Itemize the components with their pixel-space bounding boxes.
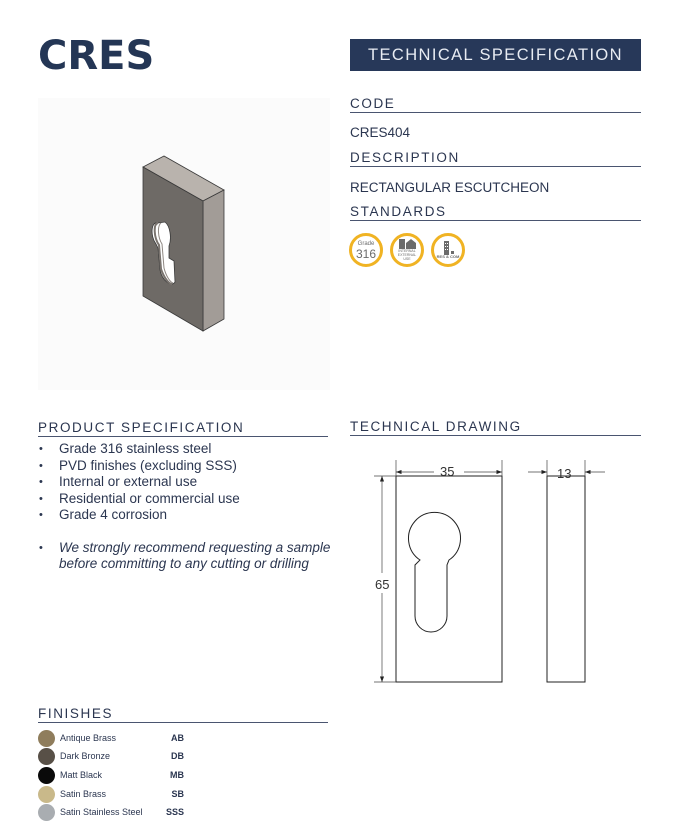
finish-row-matt-black (38, 767, 198, 785)
spec-text: PVD finishes (excluding SSS) (59, 457, 237, 473)
finish-row-satin-brass (38, 786, 198, 804)
finish-swatch (38, 786, 55, 803)
finish-name: Dark Bronze (60, 751, 111, 761)
spec-item (38, 474, 333, 491)
bullet: • (39, 443, 43, 455)
internal-external-use-icon (398, 239, 416, 249)
finish-name: Satin Stainless Steel (60, 807, 143, 817)
finish-swatch (38, 804, 55, 821)
cres-logo: CRES (38, 33, 155, 79)
spec-note-text: We strongly recommend requesting a sample before committing to any cutting or drilling (59, 539, 331, 571)
bullet: • (39, 509, 43, 521)
finish-code: SB (171, 789, 184, 799)
standards-heading: STANDARDS (350, 204, 641, 221)
bullet: • (39, 476, 43, 488)
spec-note (38, 540, 333, 573)
spec-text: Internal or external use (59, 474, 198, 489)
spec-item (38, 458, 333, 475)
product-specification-heading: PRODUCT SPECIFICATION (38, 420, 328, 437)
spec-item (38, 491, 333, 508)
grade-value: 316 (355, 246, 377, 261)
badge-line: INTERNAL (398, 249, 416, 253)
width-dimension: 35 (440, 464, 455, 479)
finish-code: DB (171, 751, 184, 761)
spec-text: Grade 4 corrosion (59, 507, 168, 522)
badge-line: RES & COM (436, 254, 460, 259)
bullet: • (39, 459, 43, 472)
technical-drawing-heading: TECHNICAL DRAWING (350, 419, 641, 436)
bullet: • (39, 492, 43, 505)
code-heading: CODE (350, 96, 641, 113)
finish-code: AB (171, 733, 184, 743)
finish-name: Satin Brass (60, 789, 107, 799)
height-dimension: 65 (375, 577, 390, 592)
badge-line: USE (403, 257, 411, 261)
depth-dimension: 13 (557, 466, 572, 481)
finish-code: MB (170, 770, 184, 780)
escutcheon-3d-icon (38, 98, 330, 390)
description-heading: DESCRIPTION (350, 150, 641, 167)
badge-line: EXTERNAL (397, 253, 417, 257)
residential-commercial-icon (441, 241, 455, 255)
finish-row-dark-bronze (38, 748, 198, 766)
internal-external-use-badge (390, 233, 424, 267)
finish-swatch (38, 730, 55, 747)
technical-specification-banner: TECHNICAL SPECIFICATION (350, 39, 641, 71)
description-value: RECTANGULAR ESCUTCHEON (350, 180, 550, 195)
spec-item (38, 441, 333, 458)
finish-row-antique-brass (38, 730, 198, 748)
spec-text: Residential or commercial use (59, 490, 240, 506)
bullet: • (39, 541, 43, 554)
spec-item (38, 507, 333, 524)
finish-name: Matt Black (60, 770, 103, 780)
finish-name: Antique Brass (60, 733, 117, 743)
finish-code: SSS (165, 807, 184, 817)
finishes-heading: FINISHES (38, 706, 328, 723)
grade-316-badge (349, 233, 383, 267)
code-value: CRES404 (350, 125, 411, 140)
finish-row-satin-stainless-steel (38, 804, 198, 822)
product-specification-list (38, 441, 333, 573)
grade-316-icon: Grade (357, 240, 375, 247)
spec-text: Grade 316 stainless steel (59, 441, 212, 456)
product-render-image (38, 98, 330, 390)
finish-swatch (38, 748, 55, 765)
technical-drawing (370, 455, 610, 690)
escutcheon-drawing-icon (370, 455, 610, 690)
residential-commercial-badge (431, 233, 465, 267)
finish-swatch (38, 767, 55, 784)
